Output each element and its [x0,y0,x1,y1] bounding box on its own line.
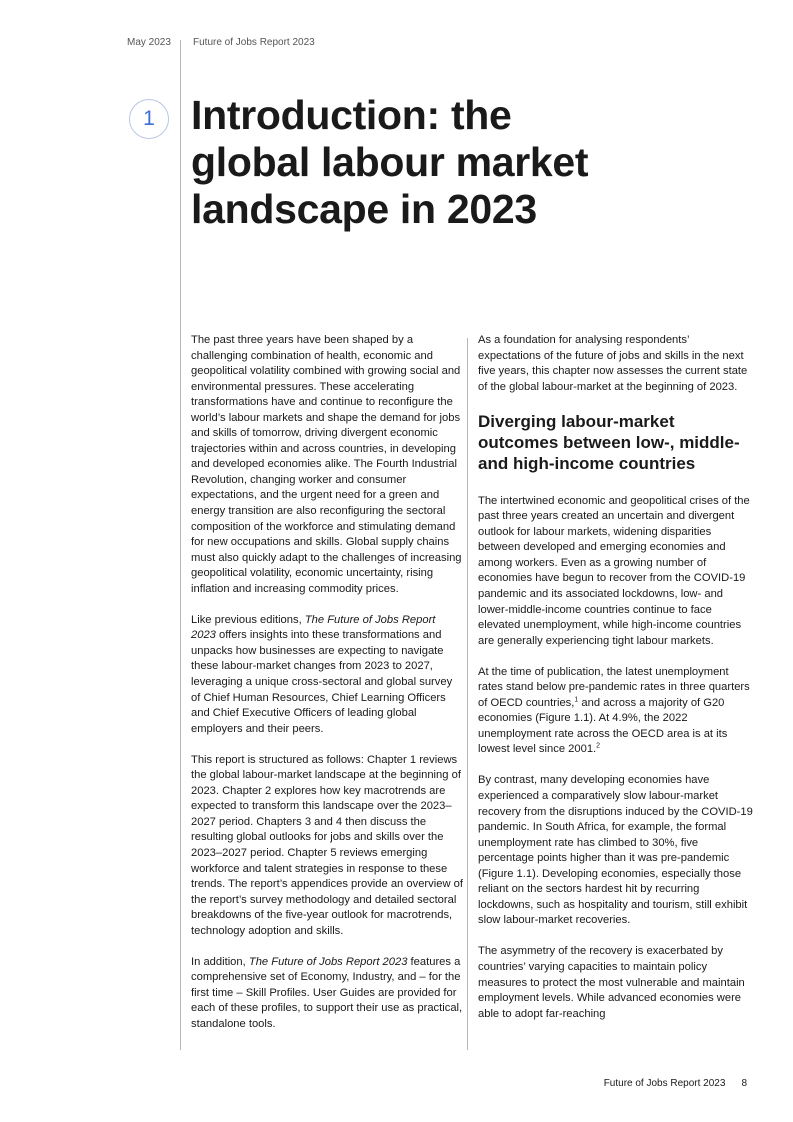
chapter-title [191,92,751,233]
chapter-title-line: landscape in 2023 [191,186,537,232]
margin-rule [180,40,181,1050]
text-run: The asymmetry of the recovery is exacerbated by countries’ varying capacities to maintain policy measures to protect the most vulnerable and maintain employment levels. While advanced economies were able to adopt far-reaching [478,945,745,1020]
paragraph [191,955,463,1033]
report-title-italic: The Future of Jobs Report 2023 [191,613,436,642]
paragraph [191,613,463,737]
paragraph [191,333,463,597]
chapter-number-badge: 1 [129,99,169,139]
paragraph [478,944,754,1022]
text-run: This report is structured as follows: Chapter 1 reviews the global labour-market landscape at the beginning of 2023. Chapter 2 explores how key macrotrends are expected to transform this landscape over the 2023–2027 period. Chapters 3 and 4 then discuss the resulting global outlooks for jobs and skills over the 2023–2027 period. Chapter 5 reviews emerging workforce and talent strategies in response to these trends. The report’s appendices provide an overview of the report’s survey methodology and detailed sectoral breakdowns of the five-year outlook for macrotrends, technology adoption and skills. [191,753,463,937]
page-number: 8 [741,1078,747,1089]
text-run: and across a majority of G20 economies (Figure 1.1). At 4.9%, the 2022 unemployment rate across the OECD area is at its lowest level since 2001. [478,696,728,756]
chapter-title-line: global labour market [191,139,589,185]
chapter-title-line: Introduction: the [191,92,512,138]
left-column [191,333,463,1048]
text-run: In addition, [191,955,249,968]
column-divider [467,338,468,1050]
text-run: The intertwined economic and geopolitical crises of the past three years created an uncertain and divergent outlook for labour markets, widening disparities between developed and emerging economies and among workers. Even as a growing number of economies have begun to recover from the COVID-19 pandemic and its associated lockdowns, low- and lower-middle-income countries continue to face elevated unemployment, while high-income countries are generally experiencing tight labour markets. [478,494,750,647]
text-run: Like previous editions, [191,613,305,626]
paragraph [478,333,754,395]
text-run: offers insights into these transformations and unpacks how businesses are expecting to navigate these labour-market changes from 2023 to 2027, leveraging a unique cross-sectoral and global survey of Chief Human Resources, Chief Learning Officers and Chief Executive Officers of leading global employers and their peers. [191,629,453,735]
text-run: The past three years have been shaped by a challenging combination of health, economic and geopolitical volatility combined with growing social and environmental pressures. These accelerating transformations have and continue to reconfigure the world’s labour markets and shape the demand for jobs and skills of tomorrow, driving divergent economic trajectories within and across countries, in developing and developed economies alike. The Fourth Industrial Revolution, changing worker and consumer expectations, and the urgent need for a green and energy transition are also reconfiguring the sectoral composition of the workforce and stimulating demand for new occupations and skills. Global supply chains must also quickly adapt to the challenges of increasing geopolitical volatility, economic uncertainty, rising inflation and increasing commodity prices. [191,334,462,595]
header-date: May 2023 [127,37,171,48]
report-title-italic: The Future of Jobs Report 2023 [248,955,408,968]
footnote-ref: 1 [574,696,579,704]
text-run: At the time of publication, the latest unemployment rates stand below pre-pandemic rates in three quarters of OECD countries, [478,665,750,709]
text-run: features a comprehensive set of Economy, Industry, and – for the first time – Skill Profiles. User Guides are provided for each of these profiles, to support their use as practical, standalone tools. [191,955,463,1030]
paragraph [191,753,463,940]
footnote-ref: 2 [596,742,601,750]
section-heading: Diverging labour-market outcomes between low-, middle- and high-income countries [478,411,740,473]
paragraph [478,665,754,758]
footer-report-title: Future of Jobs Report 2023 [603,1078,726,1089]
paragraph [478,494,754,649]
text-run: As a foundation for analysing respondents’ expectations of the future of jobs and skills in the next five years, this chapter now assesses the current state of the global labour-market at the beginning of 2023. [478,334,748,393]
text-run: By contrast, many developing economies have experienced a comparatively slow labour-market recovery from the disruptions induced by the COVID-19 pandemic. In South Africa, for example, the formal unemployment rate has climbed to 30%, five percentage points higher than it was pre-pandemic (Figure 1.1). Developing economies, especially those reliant on the sectors hardest hit by recurring lockdowns, such as hospitality and tourism, still exhibit slow labour-market recoveries. [478,774,753,927]
footer [604,1078,747,1089]
header-report-title: Future of Jobs Report 2023 [193,37,315,48]
paragraph [478,773,754,928]
right-column [478,333,754,1038]
